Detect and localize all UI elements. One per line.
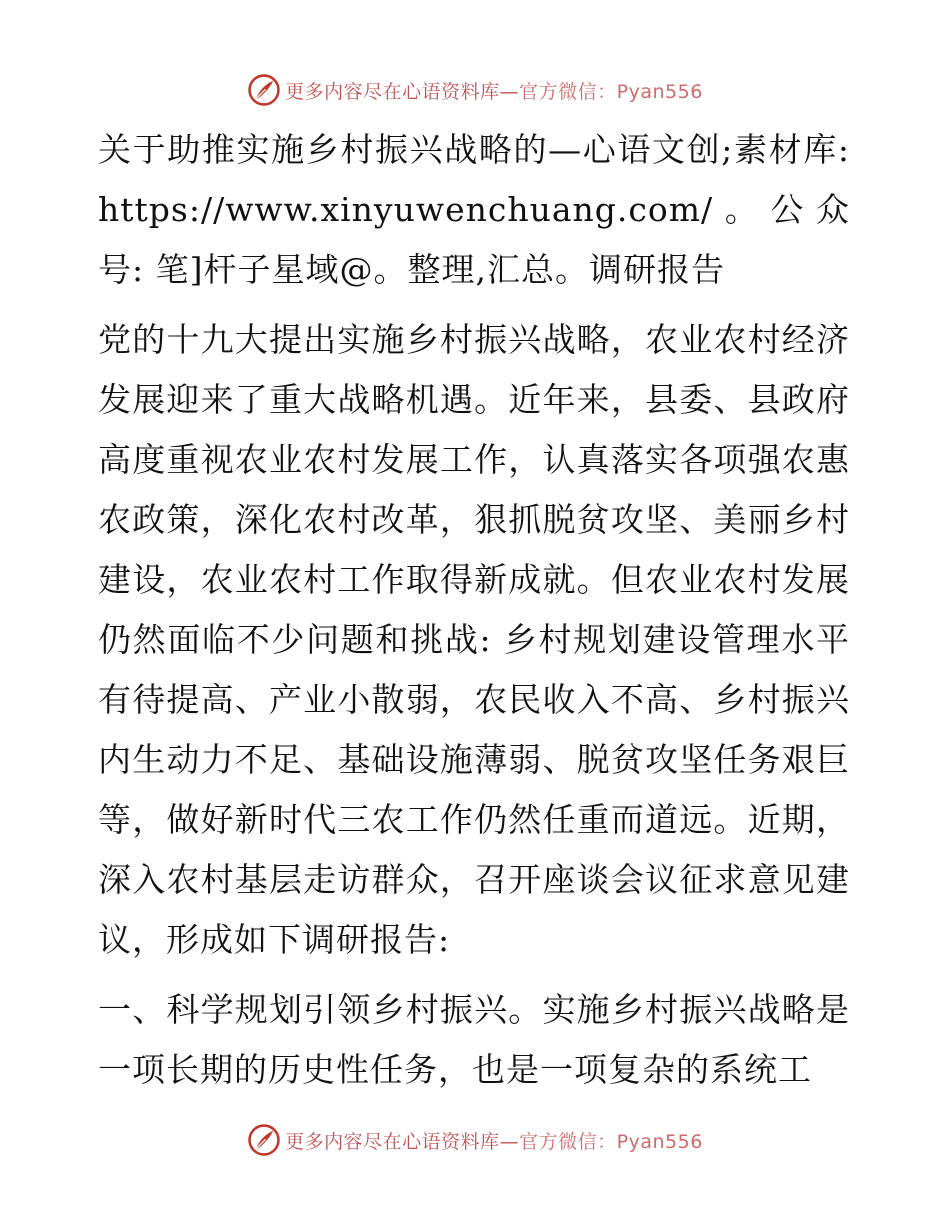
footer-banner-text <box>285 1127 703 1154</box>
quill-logo-icon <box>247 73 281 107</box>
footer-banner <box>0 1120 950 1160</box>
header-banner <box>0 70 950 110</box>
footer-site-text: 更多内容尽在心语资料库— <box>285 1130 520 1153</box>
header-site-text: 更多内容尽在心语资料库— <box>285 80 520 103</box>
paragraph-section-1: 一、科学规划引领乡村振兴。实施乡村振兴战略是一项长期的历史性任务，也是一项复杂的系统工 <box>98 990 850 1089</box>
paragraph-intro: 党的十九大提出实施乡村振兴战略，农业农村经济发展迎来了重大战略机遇。近年来，县委、县政府高度重视农业农村发展工作，认真落实各项强农惠农政策，深化农村改革，狠抓脱贫攻坚、美丽乡村建设，农业农村工作取得新成就。但农业农村发展仍然面临不少问题和挑战: 乡村规划建设管理水平有待提高、产业小散弱，农民收入不高、乡村振兴内生动力不足、基础设施薄弱、脱贫攻坚任务艰巨等，做好新时代三农工作仍然任重而道远。近期，深入农村基层走访群众，召开座谈会议征求意见建议，形成如下调研报告: <box>98 320 850 959</box>
header-banner-text <box>285 77 703 104</box>
quill-logo-icon <box>247 1123 281 1157</box>
document-body <box>98 120 850 1110</box>
header-wechat-text: 官方微信：Pyan556 <box>519 80 703 103</box>
document-title: 关于助推实施乡村振兴战略的—心语文创;素材库: https://www.xinyuwenchuang.com/。公众号: 笔]杆子星域@。整理,汇总。调研报告 <box>98 130 850 289</box>
footer-wechat-text: 官方微信：Pyan556 <box>519 1130 703 1153</box>
